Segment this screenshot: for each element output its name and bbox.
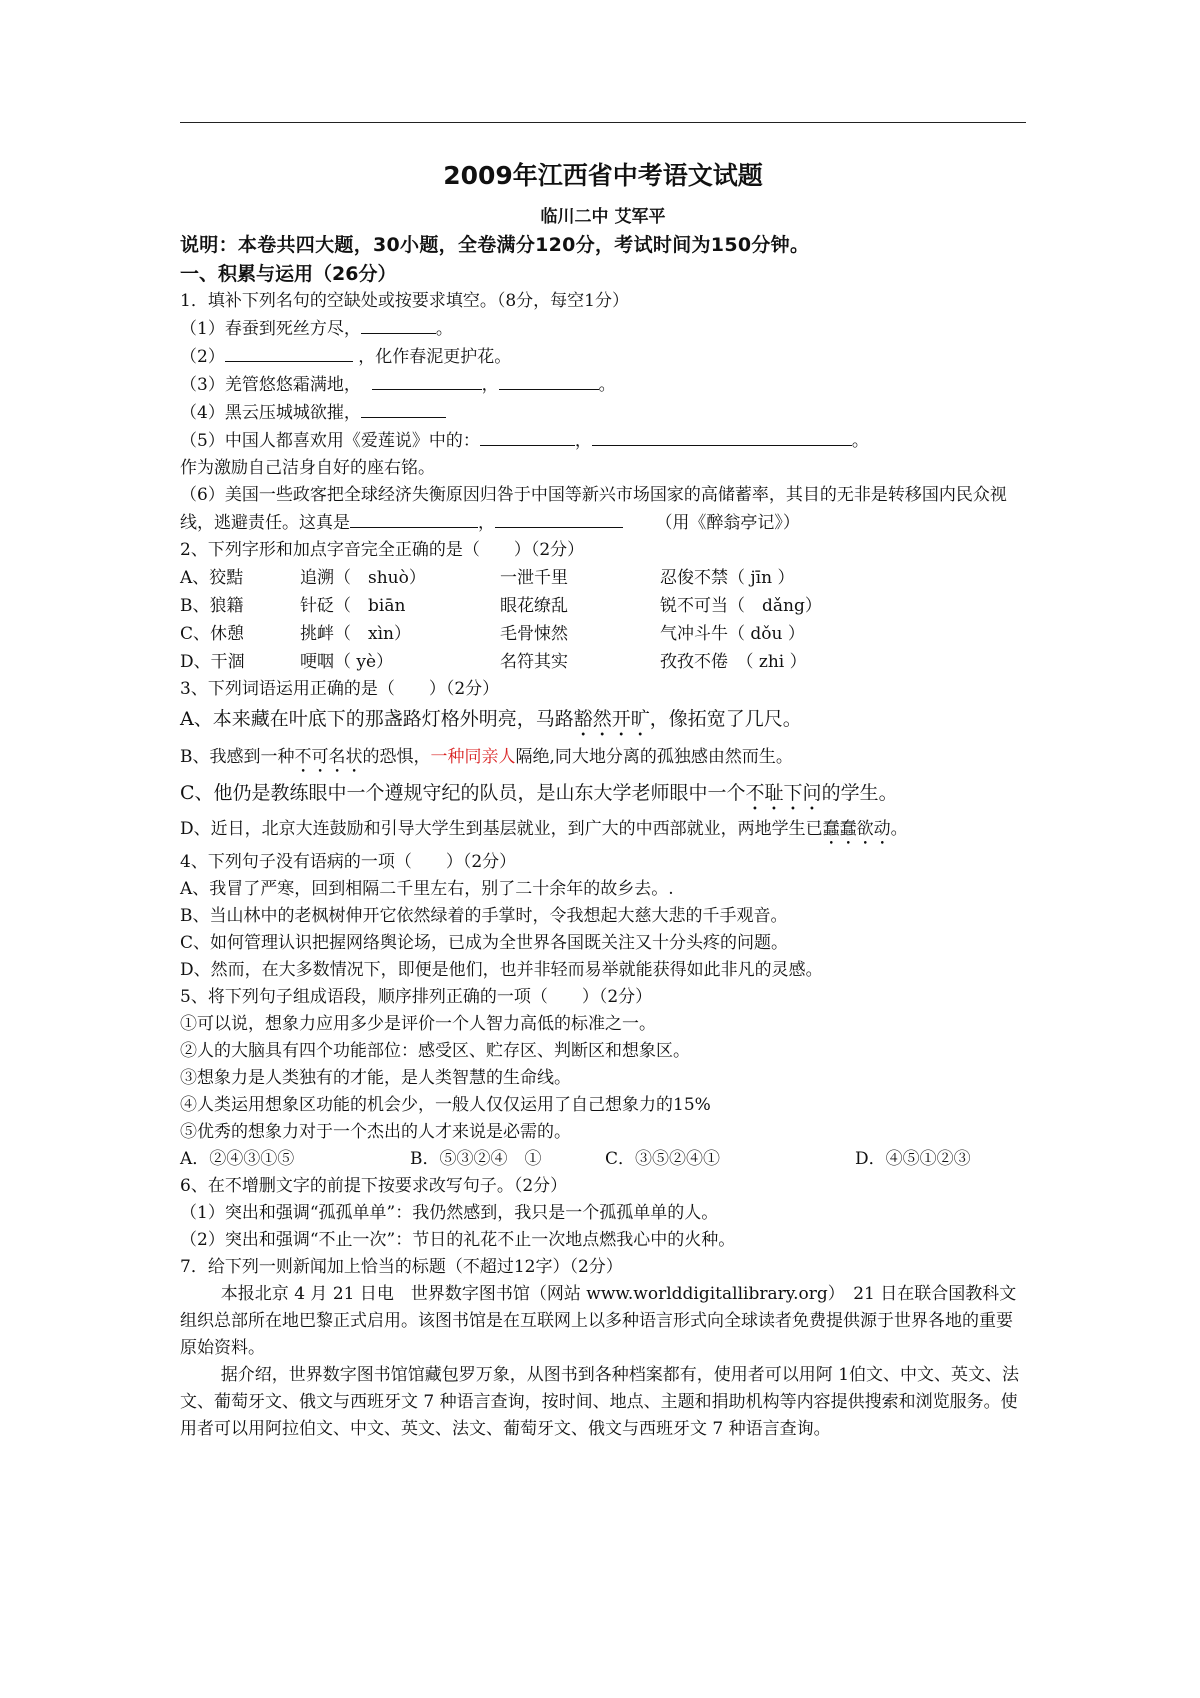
- option-cell: 忍俊不禁（ jīn ）: [660, 568, 795, 588]
- question-1-stem: 1．填补下列名句的空缺处或按要求填空。（8分，每空1分）: [180, 291, 629, 311]
- option-cell: 孜孜不倦 （ zhi ）: [660, 652, 807, 672]
- highlighted-phrase: 一种同亲人: [430, 747, 516, 767]
- question-4-option-d: D、然而，在大多数情况下，即便是他们，也并非轻而易举就能获得如此非凡的灵感。: [180, 960, 823, 980]
- news-paragraph-1: 本报北京 4 月 21 日电 世界数字图书馆（网站 www.worlddigitallibrary.org） 21 日在联合国教科文组织总部所在地巴黎正式启用。该图书馆是在互联网上以多种语言形式向全球读者免费提供源于世界各地的重要原始资料。: [180, 1284, 1017, 1358]
- question-1-item-1: [180, 315, 1026, 343]
- item-text: ，: [574, 431, 592, 451]
- option-cell: A、狡黠: [180, 568, 244, 588]
- answer-blank[interactable]: [225, 343, 353, 362]
- question-2-option-b: [180, 592, 1026, 620]
- item-text: ，化作春泥更护花。: [358, 347, 512, 367]
- option-text: A、本来藏在叶底下的那盏路灯格外明亮，马路: [180, 708, 574, 730]
- question-5-sentence-5: ⑤优秀的想象力对于一个杰出的人才来说是必需的。: [180, 1122, 571, 1142]
- item-text: （4）黑云压城城欲摧，: [180, 403, 361, 423]
- option-cell: 追溯（ shuò）: [300, 568, 426, 588]
- answer-blank[interactable]: [480, 427, 575, 446]
- question-1-item-2: [180, 343, 1026, 371]
- item-text: 。: [435, 319, 453, 339]
- dotted-phrase: 蠢蠢欲动: [822, 819, 891, 839]
- item-text: 。: [598, 375, 616, 395]
- question-2-option-a: [180, 564, 1026, 592]
- question-4-option-a: A、我冒了严寒，回到相隔二千里左右，别了二十余年的故乡去。.: [180, 879, 674, 899]
- option-text: 的恐惧，: [362, 747, 431, 767]
- item-text: ，: [478, 513, 495, 533]
- question-1-item-3: [180, 371, 1026, 399]
- question-3-option-b: [180, 741, 1026, 777]
- question-5-stem: 5、将下列句子组成语段，顺序排列正确的一项（ ）（2分）: [180, 987, 653, 1007]
- question-5-sentence-1: ①可以说，想象力应用多少是评价一个人智力高低的标准之一。: [180, 1014, 656, 1034]
- item-text: 。: [851, 431, 869, 451]
- question-4-stem: 4、下列句子没有语病的一项（ ）（2分）: [180, 852, 517, 872]
- question-5-sentence-4: ④人类运用想象区功能的机会少，一般人仅仅运用了自己想象力的15%: [180, 1095, 711, 1115]
- option-cell: 一泄千里: [500, 568, 568, 588]
- item-text: （6）美国一些政客把全球经济失衡原因归咎于中国等新兴市场国家的高储蓄率，其目的无非是转移国内民众视线，逃避责任。这真是: [180, 485, 1007, 533]
- option-cell: D、干涸: [180, 652, 245, 672]
- item-text: （1）春蚕到死丝方尽，: [180, 319, 361, 339]
- option-text: B、我感到一种: [180, 747, 295, 767]
- author-line: 临川二中 艾军平: [540, 207, 666, 227]
- option-cell: 毛骨悚然: [500, 624, 568, 644]
- option-cell: 针砭（ biān: [300, 596, 406, 616]
- option-text: 隔绝,同大地分离的孤独感由然而生。: [515, 747, 793, 767]
- option-cell: 哽咽（ yè）: [300, 652, 394, 672]
- question-2-stem: 2、下列字形和加点字音完全正确的是（ ）（2分）: [180, 540, 585, 560]
- answer-blank[interactable]: [350, 509, 478, 528]
- answer-blank[interactable]: [495, 509, 623, 528]
- dotted-phrase: 不可名状: [294, 747, 363, 767]
- question-5-options: [180, 1146, 1026, 1173]
- question-6-item-2: （2）突出和强调“不止一次”：节日的礼花不止一次地点燃我心中的火种。: [180, 1230, 736, 1250]
- item-text: （3）羌管悠悠霜满地，: [180, 375, 361, 395]
- question-3-option-d: [180, 815, 1026, 849]
- option-a: A．②④③①⑤: [180, 1149, 295, 1169]
- option-text: 的学生。: [821, 782, 898, 804]
- question-6-stem: 6、在不增删文字的前提下按要求改写句子。（2分）: [180, 1176, 568, 1196]
- section-heading: 一、积累与运用（26分）: [180, 263, 397, 285]
- option-c: C．③⑤②④①: [605, 1149, 721, 1169]
- header-rule: [180, 122, 1026, 123]
- option-cell: C、休憩: [180, 624, 245, 644]
- exam-page: [180, 158, 1026, 1443]
- item-text: （用《醉翁亭记》）: [655, 513, 800, 533]
- option-text: D、近日，北京大连鼓励和引导大学生到基层就业，到广大的中西部就业，两地学生已: [180, 819, 823, 839]
- question-4-option-c: C、如何管理认识把握网络舆论场，已成为全世界各国既关注又十分头疼的问题。: [180, 933, 789, 953]
- question-1-item-5: [180, 427, 1026, 455]
- option-text: C、他仍是教练眼中一个遵规守纪的队员，是山东大学老师眼中一个: [180, 782, 746, 804]
- option-text: ，像拓宽了几尺。: [649, 708, 802, 730]
- item-text: （5）中国人都喜欢用《爱莲说》中的：: [180, 431, 480, 451]
- question-1-item-6: [180, 482, 1026, 537]
- item-text: （2）: [180, 347, 225, 367]
- question-3-stem: 3、下列词语运用正确的是（ ）（2分）: [180, 679, 500, 699]
- question-2-option-c: [180, 620, 1026, 648]
- dotted-phrase: 豁然开旷: [573, 708, 650, 730]
- instructions: 说明：本卷共四大题，30小题，全卷满分120分，考试时间为150分钟。: [180, 234, 810, 256]
- question-1-item-5-cont: 作为激励自己洁身自好的座右铭。: [180, 458, 435, 478]
- option-cell: 气冲斗牛（ dǒu ）: [660, 624, 805, 644]
- question-3-option-c: [180, 777, 1026, 815]
- item-text: ，: [481, 375, 499, 395]
- question-5-sentence-3: ③想象力是人类独有的才能，是人类智慧的生命线。: [180, 1068, 571, 1088]
- question-5-sentence-2: ②人的大脑具有四个功能部位：感受区、贮存区、判断区和想象区。: [180, 1041, 690, 1061]
- option-cell: 挑衅（ xìn）: [300, 624, 411, 644]
- answer-blank[interactable]: [361, 315, 436, 334]
- answer-blank[interactable]: [372, 371, 482, 390]
- option-b: B．⑤③②④ ①: [410, 1149, 542, 1169]
- option-cell: 名符其实: [500, 652, 568, 672]
- option-cell: B、狼籍: [180, 596, 244, 616]
- question-2-option-d: [180, 648, 1026, 676]
- question-3-option-a: [180, 703, 1026, 741]
- question-7-stem: 7．给下列一则新闻加上恰当的标题（不超过12字）（2分）: [180, 1257, 623, 1277]
- option-d: D．④⑤①②③: [855, 1149, 971, 1169]
- answer-blank[interactable]: [361, 399, 446, 418]
- news-paragraph-2: 据介绍，世界数字图书馆馆藏包罗万象，从图书到各种档案都有，使用者可以用阿 1伯文、中文、英文、法文、葡萄牙文、俄文与西班牙文 7 种语言查询，按时间、地点、主题和捐助机构等内容提供搜索和浏览服务。使用者可以用阿拉伯文、中文、英文、法文、葡萄牙文、俄文与西班牙文 7 种语言查询。: [180, 1365, 1020, 1439]
- question-6-item-1: （1）突出和强调“孤孤单单”：我仍然感到，我只是一个孤孤单单的人。: [180, 1203, 719, 1223]
- answer-blank[interactable]: [499, 371, 599, 390]
- option-text: 。: [890, 819, 908, 839]
- question-1-item-4: [180, 399, 1026, 427]
- page-title: 2009年江西省中考语文试题: [443, 161, 763, 190]
- answer-blank[interactable]: [592, 427, 852, 446]
- option-cell: 眼花缭乱: [500, 596, 568, 616]
- question-4-option-b: B、当山林中的老枫树伸开它依然绿着的手掌时，令我想起大慈大悲的千手观音。: [180, 906, 788, 926]
- dotted-phrase: 不耻下问: [745, 782, 822, 804]
- option-cell: 锐不可当（ dǎng）: [660, 596, 822, 616]
